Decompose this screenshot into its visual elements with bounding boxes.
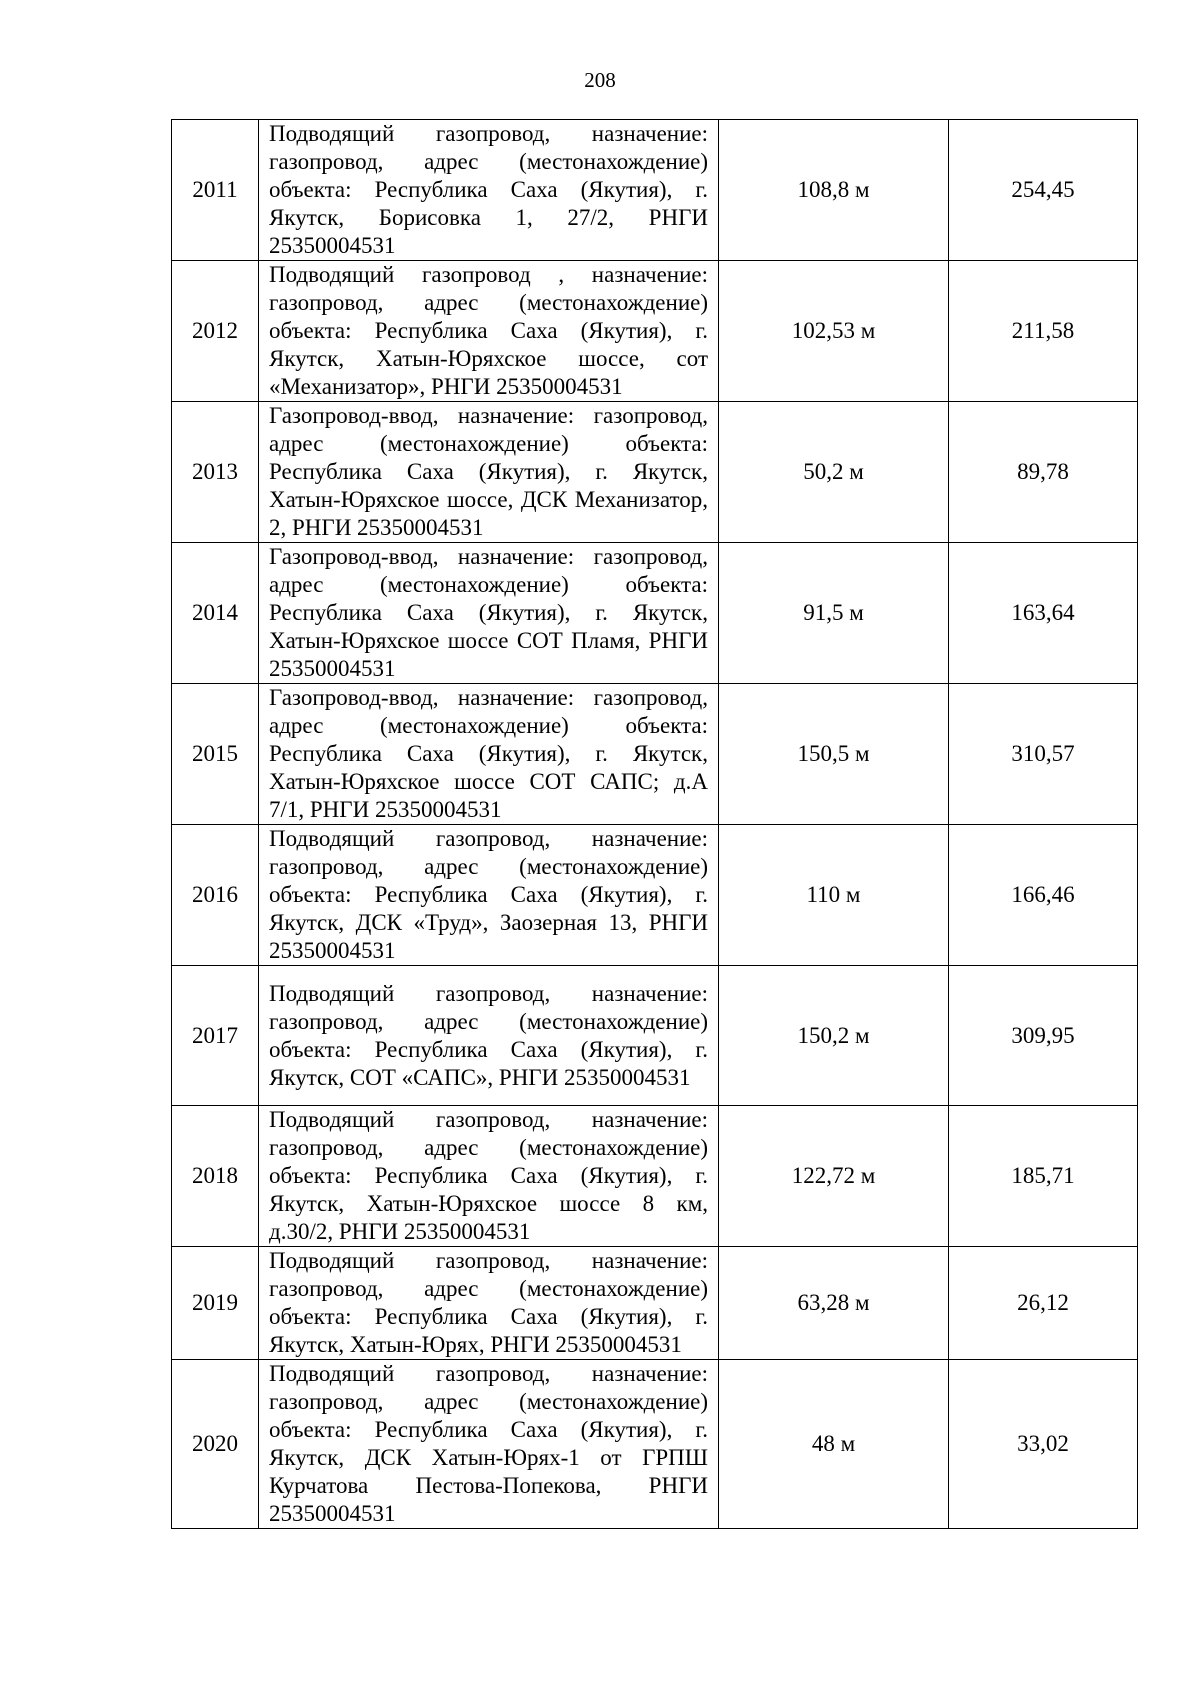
- object-description: [259, 120, 719, 261]
- table-row: [172, 966, 1138, 1106]
- row-number: 2019: [172, 1247, 259, 1360]
- object-description-text: Газопровод-ввод, назначение: газопровод, адрес (местонахождение) объекта: Республика Саха (Якутия), г. Якутск, Хатын-Юряхское шоссе СОТ Пламя, РНГИ 25350004531: [269, 544, 708, 681]
- table-row: [172, 402, 1138, 543]
- table-row: [172, 1106, 1138, 1247]
- object-value: 26,12: [949, 1247, 1138, 1360]
- table-row: [172, 684, 1138, 825]
- object-description-text: Подводящий газопровод, назначение: газопровод, адрес (местонахождение) объекта: Республика Саха (Якутия), г. Якутск, СОТ «САПС», РНГИ 25350004531: [269, 980, 708, 1090]
- row-number: 2015: [172, 684, 259, 825]
- object-description-text: Подводящий газопровод, назначение: газопровод, адрес (местонахождение) объекта: Республика Саха (Якутия), г. Якутск, ДСК «Труд», Заозерная 13, РНГИ 25350004531: [269, 826, 708, 963]
- object-description: [259, 825, 719, 966]
- object-length: 122,72 м: [719, 1106, 949, 1247]
- row-number: 2017: [172, 966, 259, 1106]
- registry-table: [171, 119, 1138, 1529]
- table-row: [172, 120, 1138, 261]
- object-description-text: Подводящий газопровод , назначение: газопровод, адрес (местонахождение) объекта: Республика Саха (Якутия), г. Якутск, Хатын-Юряхское шоссе, сот «Механизатор», РНГИ 25350004531: [269, 262, 708, 399]
- object-value: 89,78: [949, 402, 1138, 543]
- object-value: 185,71: [949, 1106, 1138, 1247]
- row-number: 2011: [172, 120, 259, 261]
- object-description: [259, 543, 719, 684]
- object-description: [259, 684, 719, 825]
- object-value: 211,58: [949, 261, 1138, 402]
- object-value: 166,46: [949, 825, 1138, 966]
- object-length: 150,2 м: [719, 966, 949, 1106]
- object-value: 254,45: [949, 120, 1138, 261]
- row-number: 2012: [172, 261, 259, 402]
- table-row: [172, 1360, 1138, 1529]
- object-value: 163,64: [949, 543, 1138, 684]
- object-length: 102,53 м: [719, 261, 949, 402]
- object-length: 91,5 м: [719, 543, 949, 684]
- object-description-text: Подводящий газопровод, назначение: газопровод, адрес (местонахождение) объекта: Республика Саха (Якутия), г. Якутск, Борисовка 1, 27/2, РНГИ 25350004531: [269, 121, 708, 258]
- object-description: [259, 966, 719, 1106]
- object-value: 310,57: [949, 684, 1138, 825]
- object-description-text: Подводящий газопровод, назначение: газопровод, адрес (местонахождение) объекта: Республика Саха (Якутия), г. Якутск, Хатын-Юрях, РНГИ 25350004531: [269, 1248, 708, 1357]
- object-length: 50,2 м: [719, 402, 949, 543]
- object-length: 48 м: [719, 1360, 949, 1529]
- row-number: 2014: [172, 543, 259, 684]
- object-length: 108,8 м: [719, 120, 949, 261]
- table-row: [172, 1247, 1138, 1360]
- object-description: [259, 261, 719, 402]
- row-number: 2016: [172, 825, 259, 966]
- object-length: 63,28 м: [719, 1247, 949, 1360]
- row-number: 2013: [172, 402, 259, 543]
- object-description-text: Подводящий газопровод, назначение: газопровод, адрес (местонахождение) объекта: Республика Саха (Якутия), г. Якутск, ДСК Хатын-Юрях-1 от ГРПШ Курчатова Пестова-Попекова, РНГИ 25350004531: [269, 1361, 708, 1526]
- table-row: [172, 543, 1138, 684]
- row-number: 2018: [172, 1106, 259, 1247]
- object-value: 33,02: [949, 1360, 1138, 1529]
- table-row: [172, 261, 1138, 402]
- row-number: 2020: [172, 1360, 259, 1529]
- registry-table-body: [172, 120, 1138, 1529]
- object-description-text: Газопровод-ввод, назначение: газопровод, адрес (местонахождение) объекта: Республика Саха (Якутия), г. Якутск, Хатын-Юряхское шоссе СОТ САПС; д.А 7/1, РНГИ 25350004531: [269, 685, 708, 822]
- object-length: 150,5 м: [719, 684, 949, 825]
- object-description: [259, 1247, 719, 1360]
- object-description-text: Газопровод-ввод, назначение: газопровод, адрес (местонахождение) объекта: Республика Саха (Якутия), г. Якутск, Хатын-Юряхское шоссе, ДСК Механизатор, 2, РНГИ 25350004531: [269, 403, 708, 540]
- page-number: 208: [584, 68, 616, 92]
- object-description: [259, 1360, 719, 1529]
- table-row: [172, 825, 1138, 966]
- object-length: 110 м: [719, 825, 949, 966]
- object-value: 309,95: [949, 966, 1138, 1106]
- object-description: [259, 1106, 719, 1247]
- object-description-text: Подводящий газопровод, назначение: газопровод, адрес (местонахождение) объекта: Республика Саха (Якутия), г. Якутск, Хатын-Юряхское шоссе 8 км, д.30/2, РНГИ 25350004531: [269, 1107, 708, 1244]
- object-description: [259, 402, 719, 543]
